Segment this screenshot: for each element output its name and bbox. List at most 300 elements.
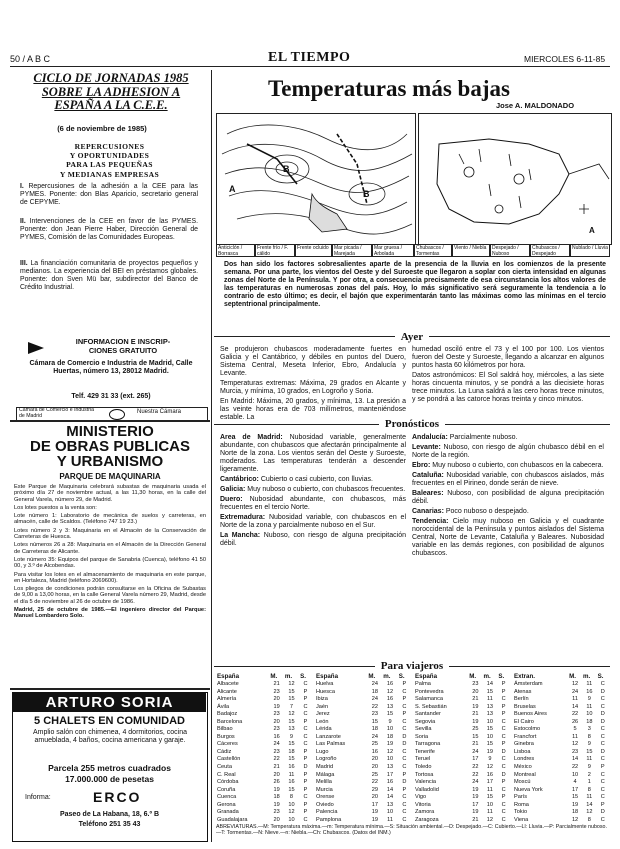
value-cell: 11: [487, 786, 493, 793]
value-cell: 10: [386, 809, 394, 816]
value-cell: 17: [571, 786, 579, 793]
value-cell: 20: [273, 816, 280, 823]
value-cell: 11: [387, 816, 393, 823]
table-row: [513, 726, 609, 734]
city-cell: Segovia: [415, 718, 436, 725]
pronosticos-title: [214, 418, 610, 430]
city-cell: Málaga: [316, 771, 335, 778]
value-cell: 13: [288, 726, 295, 733]
legend-item: Anticiclón / Borrasca: [216, 244, 255, 257]
column-header: M.: [469, 672, 477, 680]
table-row: [216, 816, 312, 824]
cee-item-num: I.: [20, 183, 24, 190]
ayer-title: [214, 331, 610, 343]
value-cell: C: [402, 718, 407, 725]
value-cell: 10: [571, 771, 579, 778]
table-row: [414, 779, 510, 787]
arturo-ad: [12, 692, 208, 842]
city-cell: Zamora: [415, 809, 435, 816]
value-cell: 20: [371, 756, 378, 763]
table-row: [315, 794, 411, 802]
value-cell: 2: [587, 771, 591, 778]
pron-text: Muy nuboso o cubierto, con chubascos en la cabecera.: [432, 462, 604, 469]
value-cell: 19: [273, 801, 280, 808]
column-header: España: [316, 672, 339, 680]
city-cell: Tenerife: [415, 748, 435, 755]
column-header: S.: [300, 672, 306, 680]
value-cell: 16: [288, 764, 295, 771]
value-cell: D: [402, 733, 407, 740]
city-cell: Burgos: [217, 733, 235, 740]
abbreviations: ABREVIATURAS.—M: Temperatura máxima.—m: Temperatura mínima.—S: Situación ambiental.—D: Despejado.—C: Cubierto.—Ll: Lluvia.—P: Parcialmente nuboso.—T: Tormentas.—N: Nieve.—n: Niebla.—Ch: Chubascos. (Datos del INM.): [216, 824, 607, 836]
value-cell: P: [402, 681, 407, 688]
table-row: [216, 794, 312, 802]
ministry-title-line: MINISTERIO: [66, 423, 154, 440]
value-cell: 21: [472, 711, 479, 718]
pron-item: [412, 472, 604, 488]
table-row: [513, 680, 609, 688]
value-cell: 21: [273, 764, 280, 771]
city-cell: León: [316, 718, 329, 725]
value-cell: C: [402, 794, 407, 801]
info-arrow-icon: [28, 342, 44, 354]
iberia-map: [419, 114, 611, 244]
viajeros-table: [315, 672, 411, 824]
header-rule: [10, 66, 610, 67]
left-col-rule: [10, 420, 210, 422]
column-header: S.: [597, 672, 604, 680]
map-letter: B: [283, 164, 290, 174]
pron-label: La Mancha:: [220, 532, 261, 539]
table-row: [315, 733, 411, 741]
pron-label: Canarias:: [412, 508, 444, 515]
city-cell: Tokio: [514, 809, 528, 816]
value-cell: 24: [273, 741, 280, 748]
value-cell: 11: [586, 681, 593, 688]
cee-title-line: ESPAÑA A LA C.E.E.: [54, 98, 168, 112]
viajeros-table: [216, 672, 312, 824]
value-cell: D: [501, 748, 506, 755]
city-cell: Madrid: [316, 764, 334, 771]
value-cell: 24: [371, 733, 378, 740]
value-cell: P: [501, 703, 506, 710]
value-cell: 11: [586, 794, 593, 801]
pron-label: Extremadura:: [220, 514, 266, 521]
ministry-title-line: Y URBANISMO: [56, 453, 164, 470]
table-row: [414, 688, 510, 696]
ministry-para: Los pliegos de condiciones podrán consultarse en la Oficina de Subastas de 9,00 a 13,00 horas, en la calle General Varela número 29, Madrid, desde el día 5 de noviembre al 26 de octubre de 1986.: [14, 586, 206, 605]
value-cell: 8: [587, 816, 591, 823]
value-cell: C: [402, 801, 407, 808]
table-row: [216, 718, 312, 726]
arturo-title: ARTURO SORIA: [13, 693, 206, 712]
ministry-para: Los lotes puestos a la venta son:: [14, 504, 97, 511]
value-cell: C: [501, 764, 506, 771]
value-cell: C: [501, 733, 506, 740]
city-cell: Roma: [514, 801, 529, 808]
table-header-row: [513, 672, 609, 680]
value-cell: P: [501, 779, 506, 786]
value-cell: P: [303, 756, 308, 763]
value-cell: 19: [571, 801, 579, 808]
table-row: [513, 771, 609, 779]
city-cell: Ámsterdam: [514, 681, 543, 688]
value-cell: C: [402, 726, 407, 733]
value-cell: D: [501, 771, 506, 778]
value-cell: C: [600, 779, 605, 786]
column-header: m.: [483, 672, 491, 680]
value-cell: P: [303, 696, 308, 703]
city-cell: Atenas: [514, 688, 532, 695]
table-row: [414, 718, 510, 726]
chamber-footer-left: Cámara de Comercio e Industria de Madrid: [19, 407, 94, 419]
value-cell: 5: [573, 726, 577, 733]
value-cell: C: [303, 794, 308, 801]
value-cell: D: [600, 688, 605, 695]
pron-label: Cantábrico:: [220, 476, 259, 483]
viajeros-title-text: Para viajeros: [375, 660, 449, 672]
ministry-para: Lotes número 2 y 3: Maquinaria en el Almacén de la Conservación de Carreteras de Huesca.: [14, 527, 206, 541]
table-row: [315, 786, 411, 794]
value-cell: 12: [571, 741, 579, 748]
table-row: [216, 741, 312, 749]
column-header: S.: [498, 672, 505, 680]
city-cell: Buenos Aires: [514, 711, 547, 718]
pron-item: [220, 434, 406, 474]
value-cell: 12: [486, 816, 494, 823]
pron-label: Andalucía:: [412, 434, 448, 441]
value-cell: 1: [587, 779, 591, 786]
ministry-ad: [12, 424, 208, 686]
pron-label: Baleares:: [412, 490, 444, 497]
pron-text: Muy nuboso o cubierto, con chubascos frecuentes.: [247, 486, 406, 493]
value-cell: 10: [486, 801, 494, 808]
value-cell: 3: [587, 726, 591, 733]
table-row: [414, 726, 510, 734]
legend-item: Despejado / Nuboso: [490, 244, 530, 257]
pron-item: [412, 490, 604, 506]
table-row: [315, 695, 411, 703]
pron-text: Nuboso, con riesgo de algún chubasco débil en el Norte de la región.: [412, 444, 604, 459]
arturo-headline: 5 CHALETS EN COMUNIDAD: [34, 715, 185, 727]
value-cell: 11: [487, 696, 493, 703]
city-cell: Viena: [514, 816, 529, 823]
value-cell: 11: [586, 756, 593, 763]
city-cell: Cáceres: [217, 741, 238, 748]
cee-title-line: SOBRE LA ADHESION A: [41, 84, 181, 99]
table-row: [216, 756, 312, 764]
value-cell: C: [402, 703, 407, 710]
table-row: [315, 688, 411, 696]
pron-text: Nubosidad variable, generalmente abundante, con chubascos que afectarán principalmente al Norte de la zona. Los vientos serán del Oeste y Suroeste, moderados. Las temperaturas tenderán a descender ligeramente.: [220, 434, 407, 473]
legend-item: Viento / Niebla: [452, 244, 490, 257]
city-cell: Almería: [217, 696, 237, 703]
value-cell: 10: [486, 733, 494, 740]
value-cell: C: [303, 681, 308, 688]
value-cell: 18: [371, 726, 378, 733]
value-cell: P: [303, 771, 308, 778]
ministry-para: Para visitar los lotes en el almacenamiento de maquinaria en este parque, en Hortaleza, Madrid (teléfono 2069600).: [14, 571, 206, 584]
legend-item: Chubascos / Tormentas: [414, 244, 452, 257]
table-row: [216, 748, 312, 756]
value-cell: 16: [486, 771, 494, 778]
table-row: [513, 786, 609, 794]
value-cell: 11: [288, 771, 295, 778]
legend-item: Chubascos / Despejado: [530, 244, 570, 257]
table-row: [414, 733, 510, 741]
value-cell: 17: [371, 801, 378, 808]
value-cell: 11: [487, 809, 493, 816]
value-cell: 23: [371, 711, 378, 718]
value-cell: C: [402, 688, 407, 695]
column-header: M.: [569, 672, 576, 680]
ministry-para: Este Parque de Maquinaria celebrará subastas de maquinaria usada el próximo día 27 de noviembre actual, a las 11,30 horas, en la calle del General Varela, número 29, de Madrid.: [14, 484, 206, 503]
table-row: [414, 695, 510, 703]
table-row: [414, 756, 510, 764]
value-cell: P: [600, 801, 605, 808]
arturo-parcela: Parcela 255 metros cuadrados: [48, 763, 171, 773]
chamber-logo-icon: [109, 409, 125, 420]
city-cell: Ávila: [217, 703, 230, 710]
value-cell: C: [402, 748, 407, 755]
value-cell: 19: [386, 741, 394, 748]
value-cell: 8: [587, 786, 591, 793]
table-row: [216, 726, 312, 734]
value-cell: 15: [586, 748, 593, 755]
city-cell: Bruselas: [514, 703, 536, 710]
value-cell: 16: [386, 779, 394, 786]
value-cell: 17: [472, 756, 479, 763]
pron-label: Area de Madrid:: [220, 434, 283, 441]
value-cell: 14: [571, 703, 579, 710]
value-cell: 21: [273, 681, 280, 688]
value-cell: C: [600, 726, 605, 733]
value-cell: 18: [571, 809, 579, 816]
value-cell: P: [600, 764, 605, 771]
value-cell: 14: [486, 681, 494, 688]
chamber-footer-right: Nuestra Cámara: [137, 409, 182, 415]
table-row: [414, 816, 510, 824]
value-cell: 9: [388, 718, 392, 725]
city-cell: Toledo: [415, 764, 432, 771]
cee-date: (6 de noviembre de 1985): [57, 124, 147, 133]
value-cell: P: [303, 688, 308, 695]
cee-subtitle: [12, 142, 207, 179]
value-cell: 22: [273, 756, 280, 763]
city-cell: Castellón: [217, 756, 241, 763]
value-cell: 19: [371, 816, 378, 823]
value-cell: C: [600, 681, 605, 688]
value-cell: C: [501, 816, 506, 823]
value-cell: 15: [288, 741, 295, 748]
value-cell: 26: [571, 718, 579, 725]
value-cell: 22: [472, 771, 479, 778]
value-cell: 25: [472, 726, 479, 733]
pron-text: Cielo muy nuboso en Galicia y el cuadrante noroccidental de la Península y puntos aislados del Sistema Central, Norte de Levante, Cataluña y Baleares. Nubosidad variable en las demás regiones, con posibilidad de algunos chubascos.: [412, 518, 604, 557]
value-cell: 12: [571, 681, 579, 688]
table-row: [216, 733, 312, 741]
viajeros-tables: [216, 672, 610, 824]
city-cell: Soria: [415, 733, 429, 740]
value-cell: C: [402, 809, 407, 816]
city-cell: Gerona: [217, 801, 236, 808]
city-cell: Santander: [415, 711, 441, 718]
ministry-body: [14, 484, 206, 622]
city-cell: Londres: [514, 756, 535, 763]
city-cell: Lisboa: [514, 748, 531, 755]
value-cell: 12: [571, 816, 579, 823]
table-row: [315, 816, 411, 824]
value-cell: 14: [571, 756, 579, 763]
value-cell: P: [303, 718, 308, 725]
value-cell: 20: [273, 771, 280, 778]
city-cell: Albacete: [217, 681, 239, 688]
ayer-para: Datos astronómicos: El Sol saldrá hoy, miércoles, a las siete horas cincuenta minutos, y se pondrá a las diecisiete horas trece minutos. La Luna saldrá a las cero horas trece minutos, y se pondrá a las catorce horas treinta y cinco minutos.: [412, 372, 604, 403]
city-cell: Zaragoza: [415, 816, 439, 823]
cee-item-num: II.: [20, 218, 26, 225]
value-cell: 16: [371, 748, 378, 755]
city-cell: S. Sebastián: [415, 703, 447, 710]
viajeros-title: [214, 660, 610, 672]
value-cell: 19: [371, 809, 378, 816]
value-cell: 19: [472, 703, 479, 710]
table-row: [216, 703, 312, 711]
page-number: 50 / A B C: [10, 54, 51, 64]
table-header-row: [216, 672, 312, 680]
table-row: [315, 726, 411, 734]
value-cell: 12: [486, 764, 494, 771]
ministry-para: Lote número 1: Laboratorio de mecánica de suelos y carreteras, en almacén, calle de Scaldos. (Teléfono 747 19 23.): [14, 513, 206, 526]
city-cell: Cuenca: [217, 794, 237, 801]
value-cell: 23: [273, 748, 280, 755]
city-cell: Alicante: [217, 688, 237, 695]
main-byline: Jose A. MALDONADO: [496, 101, 575, 110]
table-row: [513, 756, 609, 764]
value-cell: 26: [273, 779, 280, 786]
value-cell: 21: [472, 696, 479, 703]
table-row: [315, 703, 411, 711]
value-cell: 11: [586, 703, 593, 710]
value-cell: 15: [288, 756, 295, 763]
value-cell: 8: [289, 794, 294, 801]
arturo-price: 17.000.000 de pesetas: [65, 774, 154, 784]
value-cell: 15: [288, 718, 295, 725]
city-cell: Pontevedra: [415, 688, 444, 695]
city-cell: Granada: [217, 809, 239, 816]
city-cell: Barcelona: [217, 718, 243, 725]
pron-item: [220, 486, 406, 494]
main-title: Temperaturas más bajas: [268, 76, 510, 101]
value-cell: 10: [288, 801, 295, 808]
cee-item-2: [20, 218, 198, 242]
value-cell: P: [303, 748, 308, 755]
value-cell: 20: [371, 794, 378, 801]
pron-text: Cubierto o casi cubierto, con lluvias.: [260, 476, 373, 483]
value-cell: C: [600, 741, 605, 748]
value-cell: C: [402, 756, 407, 763]
value-cell: C: [501, 756, 506, 763]
arturo-informa: Informa:: [25, 794, 51, 801]
value-cell: 12: [288, 681, 295, 688]
value-cell: 13: [386, 801, 394, 808]
value-cell: 22: [371, 703, 378, 710]
value-cell: 9: [488, 756, 492, 763]
value-cell: 15: [472, 733, 479, 740]
value-cell: C: [600, 786, 605, 793]
value-cell: 10: [288, 816, 295, 823]
table-row: [216, 809, 312, 817]
value-cell: P: [501, 741, 506, 748]
ministry-subtitle: PARQUE DE MAQUINARIA: [59, 472, 161, 481]
city-cell: Francfort: [514, 733, 537, 740]
city-cell: Estocolmo: [514, 726, 541, 733]
ayer-para: En Madrid: Máxima, 20 grados, y mínima, 13. La presión a las veinte horas era de 703 milímetros, manteniéndose estable. La: [220, 398, 406, 421]
column-header: España: [415, 672, 438, 680]
table-row: [315, 771, 411, 779]
value-cell: 10: [586, 711, 593, 718]
city-cell: México: [514, 764, 532, 771]
city-cell: Teruel: [415, 756, 431, 763]
legend-item: Nublado / Lluvia: [570, 244, 610, 257]
value-cell: P: [402, 696, 407, 703]
table-row: [414, 771, 510, 779]
city-cell: Palencia: [316, 809, 338, 816]
value-cell: 13: [386, 764, 394, 771]
value-cell: 4: [573, 779, 577, 786]
cee-item-text: La financiación comunitaria de proyectos pequeños y medianos. La experiencia del BEI en préstamos globales. Ponente: don Sven Mü bar, subdirector del Banco de Crédito Industrial.: [20, 260, 198, 291]
city-cell: Tortosa: [415, 771, 434, 778]
value-cell: C: [501, 726, 506, 733]
pronosticos-title-text: Pronósticos: [379, 418, 445, 430]
arturo-address: Paseo de La Habana, 18, 6.º B: [59, 811, 160, 818]
value-cell: D: [303, 764, 308, 771]
value-cell: 23: [273, 688, 280, 695]
table-row: [513, 688, 609, 696]
value-cell: 9: [289, 733, 294, 740]
pron-item: [220, 496, 406, 512]
table-row: [414, 763, 510, 771]
city-cell: Oviedo: [316, 801, 334, 808]
city-cell: Logroño: [316, 756, 337, 763]
value-cell: 19: [472, 809, 479, 816]
value-cell: P: [303, 786, 308, 793]
table-row: [513, 801, 609, 809]
value-cell: C: [600, 696, 605, 703]
table-row: [216, 801, 312, 809]
value-cell: 23: [273, 809, 280, 816]
value-cell: C: [600, 816, 605, 823]
value-cell: 12: [288, 711, 295, 718]
value-cell: 15: [571, 794, 579, 801]
city-cell: Pamplona: [316, 816, 342, 823]
city-cell: Lanzarote: [316, 733, 341, 740]
value-cell: C: [600, 733, 605, 740]
value-cell: 20: [273, 696, 280, 703]
city-cell: Badajoz: [217, 711, 238, 718]
value-cell: 22: [571, 764, 579, 771]
value-cell: 9: [587, 741, 591, 748]
table-row: [414, 801, 510, 809]
ministry-signature: Madrid, 25 de octubre de 1985.—El ingeniero director del Parque: Manuel Lombardero Solo.: [14, 607, 206, 620]
value-cell: C: [600, 703, 605, 710]
table-row: [513, 748, 609, 756]
value-cell: 21: [472, 741, 479, 748]
table-row: [216, 786, 312, 794]
city-cell: C. Real: [217, 771, 236, 778]
section-title: EL TIEMPO: [268, 50, 351, 65]
city-cell: Ibiza: [316, 696, 328, 703]
value-cell: 23: [273, 726, 280, 733]
